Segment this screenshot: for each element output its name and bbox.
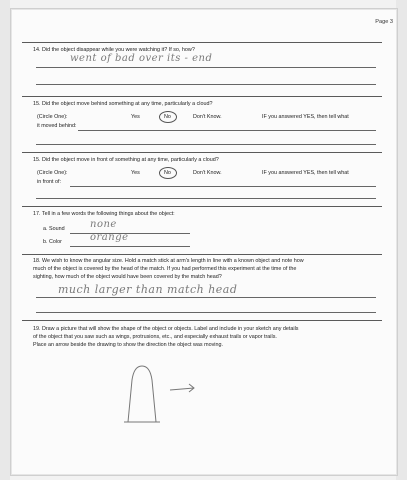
- option-yes: Yes: [131, 170, 140, 176]
- followup-label: in front of:: [37, 179, 61, 185]
- circle-one-label: (Circle One):: [37, 114, 68, 120]
- section-divider: [22, 320, 382, 321]
- option-no: No: [164, 170, 171, 176]
- if-yes-instruction: IF you answered YES, then tell what: [262, 170, 349, 176]
- question-18-line-3: sighting, how much of the object would have been covered by the match head?: [33, 274, 222, 280]
- answer-line: [36, 67, 376, 68]
- option-dont-know: Don't Know.: [193, 170, 222, 176]
- if-yes-instruction: IF you answered YES, then tell what: [262, 114, 349, 120]
- question-15a-text: 15. Did the object move behind something at any time, particularly a cloud?: [33, 101, 213, 107]
- answer-line: [36, 84, 376, 85]
- question-18-handwritten-answer: much larger than match head: [58, 283, 238, 296]
- document-page: [10, 8, 398, 476]
- section-divider: [22, 206, 382, 207]
- question-19-line-3: Place an arrow beside the drawing to show the direction the object was moving.: [33, 342, 223, 348]
- answer-line: [36, 297, 376, 298]
- color-label: b. Color: [43, 239, 62, 245]
- answer-line: [36, 198, 376, 199]
- scan-margin-left: [0, 0, 10, 480]
- question-14-text: 14. Did the object disappear while you were watching it? If so, how?: [33, 47, 195, 53]
- answer-line: [70, 233, 190, 234]
- option-yes: Yes: [131, 114, 140, 120]
- option-dont-know: Don't Know.: [193, 114, 222, 120]
- sound-handwritten-answer: none: [90, 219, 117, 230]
- answer-line: [36, 312, 376, 313]
- sound-label: a. Sound: [43, 226, 65, 232]
- question-19-line-1: 19. Draw a picture that will show the shape of the object or objects. Label and include in your sketch any details: [33, 326, 299, 332]
- no-circled-mark: [159, 111, 177, 123]
- question-15b-text: 15. Did the object move in front of something at any time, particularly a cloud?: [33, 157, 219, 163]
- question-17-text: 17. Tell in a few words the following things about the object:: [33, 211, 175, 217]
- no-circled-mark: [159, 167, 177, 179]
- question-19-line-2: of the object that you saw such as wings, protrusions, etc., and especially exhaust trails or vapor trails.: [33, 334, 277, 340]
- question-18-line-2: much of the object is covered by the head of the match. If you had performed this experiment at the time of the: [33, 266, 297, 272]
- followup-label: it moved behind:: [37, 123, 77, 129]
- answer-line: [36, 144, 376, 145]
- question-14-handwritten-answer: went of bad over its - end: [70, 53, 213, 64]
- question-18-line-1: 18. We wish to know the angular size. Hold a match stick at arm's length in line with a known object and note how: [33, 258, 304, 264]
- color-handwritten-answer: orange: [90, 232, 129, 243]
- answer-line: [78, 130, 376, 131]
- answer-line: [70, 246, 190, 247]
- page-number: Page 3: [375, 19, 393, 25]
- section-divider: [22, 152, 382, 153]
- section-divider: [22, 96, 382, 97]
- direction-arrow-icon: [170, 388, 194, 390]
- option-no: No: [164, 114, 171, 120]
- circle-one-label: (Circle One):: [37, 170, 68, 176]
- answer-line: [70, 186, 376, 187]
- section-divider: [22, 42, 382, 43]
- object-sketch: [110, 360, 200, 430]
- section-divider: [22, 254, 382, 255]
